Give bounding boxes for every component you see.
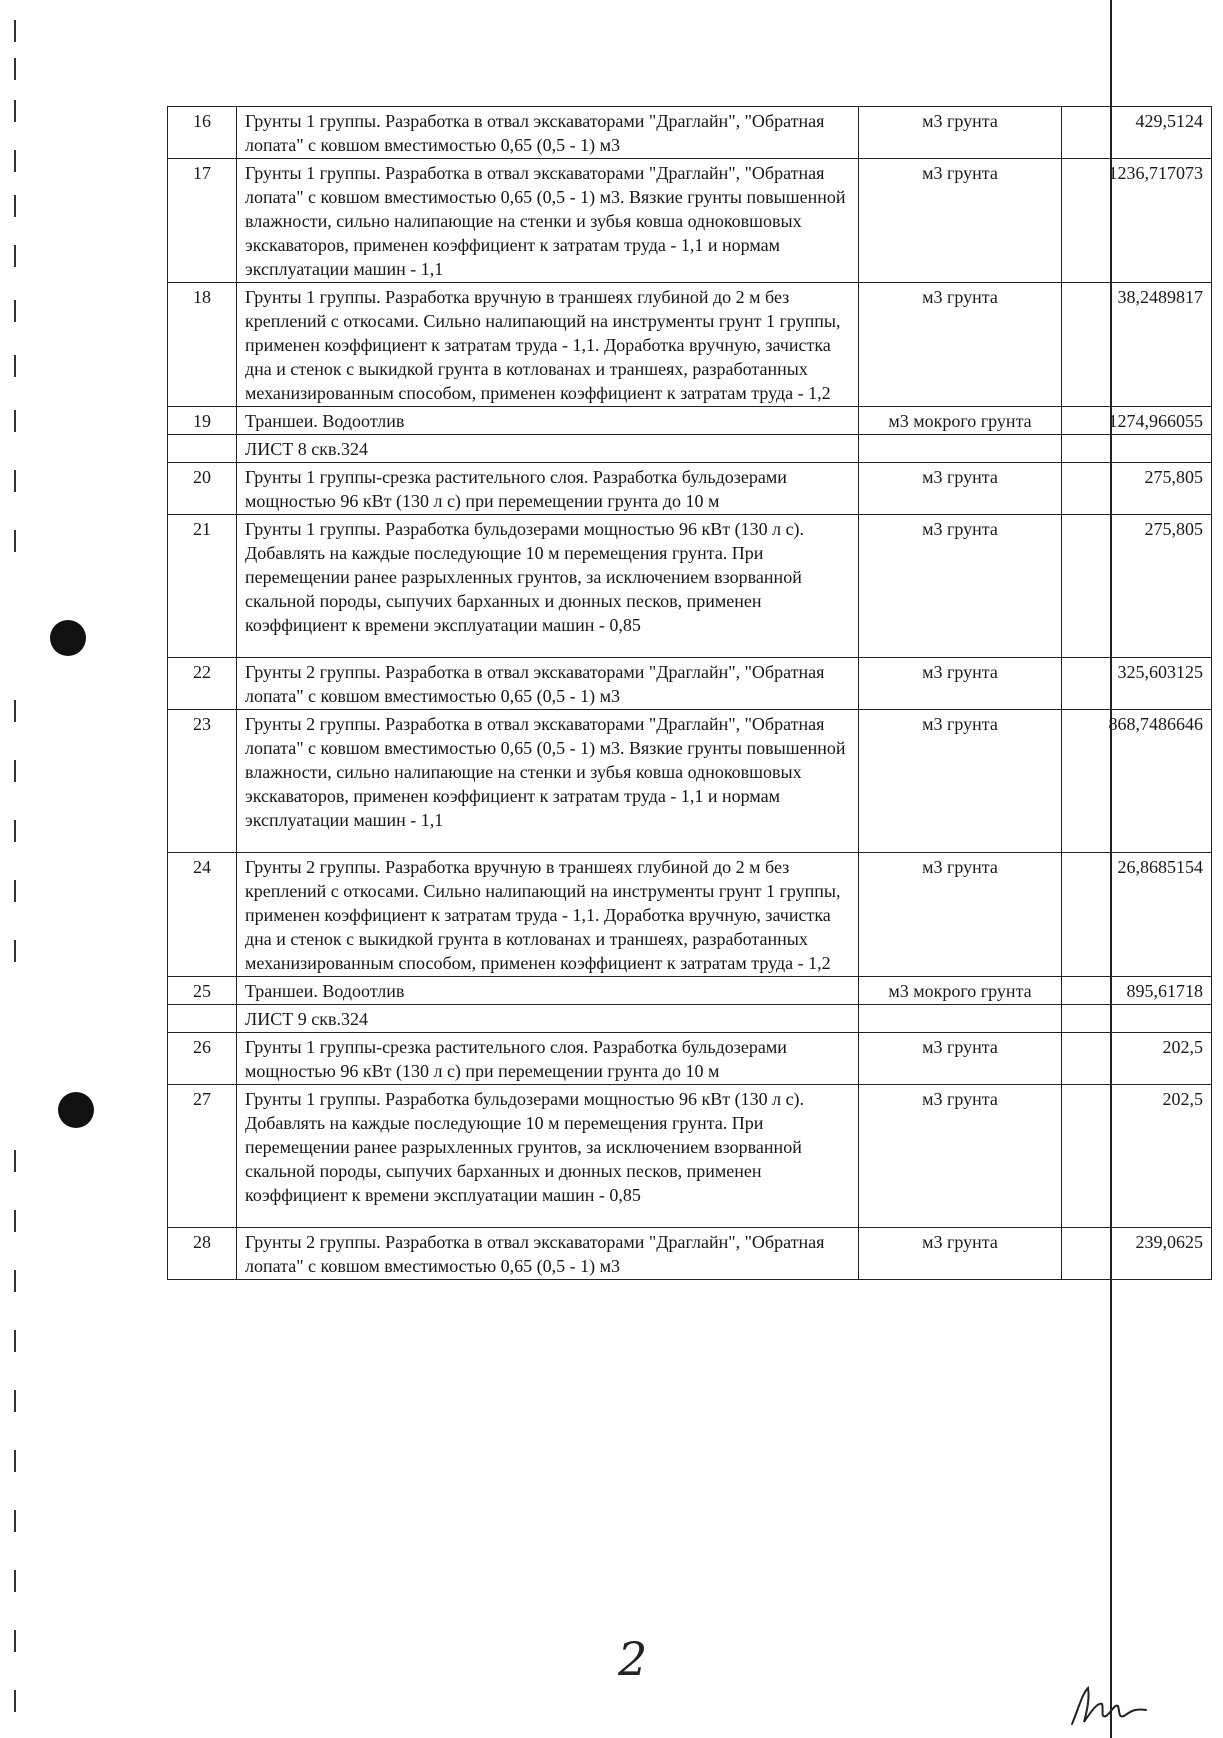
row-number: 27 xyxy=(168,1085,237,1228)
table-row xyxy=(168,710,1212,853)
margin-dash xyxy=(14,1270,16,1292)
work-description: Траншеи. Водоотлив xyxy=(237,977,859,1005)
margin-dash xyxy=(14,58,16,80)
work-description: Грунты 1 группы-срезка растительного слоя. Разработка бульдозерами мощностью 96 кВт (130 л с) при перемещении грунта до 10 м xyxy=(237,463,859,515)
margin-dash xyxy=(14,1330,16,1352)
row-number: 23 xyxy=(168,710,237,853)
margin-dash xyxy=(14,700,16,722)
margin-dash xyxy=(14,1390,16,1412)
sheet-heading: ЛИСТ 8 скв.324 xyxy=(237,435,859,463)
row-number: 26 xyxy=(168,1033,237,1085)
unit-of-measure: м3 грунта xyxy=(859,1228,1062,1280)
table-row xyxy=(168,1228,1212,1280)
work-description: Грунты 2 группы. Разработка вручную в траншеях глубиной до 2 м без креплений с откосами. Сильно налипающий на инструменты грунт 1 группы, применен коэффициент к затратам труда - 1,1. Доработка вручную, зачистка дна и стенок с выкидкой грунта в котлованах и траншеях, разработанных механизированным способом, применен коэффициент к затратам труда - 1,2 xyxy=(237,853,859,977)
table-row xyxy=(168,407,1212,435)
unit-of-measure: м3 грунта xyxy=(859,853,1062,977)
quantity: 1274,966055 xyxy=(1062,407,1212,435)
margin-dash xyxy=(14,1450,16,1472)
table-row xyxy=(168,159,1212,283)
sheet-header-row xyxy=(168,1005,1212,1033)
margin-dash xyxy=(14,245,16,267)
row-number: 17 xyxy=(168,159,237,283)
margin-dash xyxy=(14,940,16,962)
unit-of-measure: м3 грунта xyxy=(859,710,1062,853)
handwritten-signature xyxy=(1068,1680,1148,1730)
work-description: Грунты 1 группы-срезка растительного слоя. Разработка бульдозерами мощностью 96 кВт (130 л с) при перемещении грунта до 10 м xyxy=(237,1033,859,1085)
table-row xyxy=(168,107,1212,159)
punch-hole xyxy=(50,620,86,656)
works-table-body xyxy=(168,107,1212,1280)
table-row xyxy=(168,1085,1212,1228)
row-number: 19 xyxy=(168,407,237,435)
quantity: 895,61718 xyxy=(1062,977,1212,1005)
sheet-heading: ЛИСТ 9 скв.324 xyxy=(237,1005,859,1033)
table-row xyxy=(168,515,1212,658)
unit-of-measure: м3 грунта xyxy=(859,1085,1062,1228)
table-row xyxy=(168,658,1212,710)
punch-hole xyxy=(58,1092,94,1128)
unit-of-measure: м3 грунта xyxy=(859,463,1062,515)
row-number: 24 xyxy=(168,853,237,977)
margin-dash xyxy=(14,820,16,842)
quantity: 868,7486646 xyxy=(1062,710,1212,853)
work-description: Грунты 2 группы. Разработка в отвал экскаваторами "Драглайн", "Обратная лопата" с ковшом вместимостью 0,65 (0,5 - 1) м3 xyxy=(237,1228,859,1280)
work-description: Траншеи. Водоотлив xyxy=(237,407,859,435)
quantity: 275,805 xyxy=(1062,515,1212,658)
table-row xyxy=(168,1033,1212,1085)
quantity: 38,2489817 xyxy=(1062,283,1212,407)
margin-dash xyxy=(14,150,16,172)
page-number: 2 xyxy=(618,1632,648,1686)
margin-dash xyxy=(14,1690,16,1712)
table-row xyxy=(168,463,1212,515)
margin-dash xyxy=(14,355,16,377)
quantity: 275,805 xyxy=(1062,463,1212,515)
row-number: 21 xyxy=(168,515,237,658)
margin-dash xyxy=(14,195,16,217)
unit-of-measure: м3 грунта xyxy=(859,1033,1062,1085)
work-description: Грунты 1 группы. Разработка в отвал экскаваторами "Драглайн", "Обратная лопата" с ковшом вместимостью 0,65 (0,5 - 1) м3. Вязкие грунты повышенной влажности, сильно налипающие на стенки и зубья ковша одноковшовых экскаваторов, применен коэффициент к затратам труда - 1,1 и нормам эксплуатации машин - 1,1 xyxy=(237,159,859,283)
unit-of-measure: м3 мокрого грунта xyxy=(859,977,1062,1005)
margin-dash xyxy=(14,470,16,492)
margin-dash xyxy=(14,1510,16,1532)
row-number: 28 xyxy=(168,1228,237,1280)
margin-dash xyxy=(14,300,16,322)
unit-of-measure: м3 грунта xyxy=(859,107,1062,159)
margin-dash xyxy=(14,880,16,902)
unit-empty xyxy=(859,1005,1062,1033)
unit-of-measure: м3 грунта xyxy=(859,159,1062,283)
margin-dash xyxy=(14,1210,16,1232)
margin-dash xyxy=(14,530,16,552)
sheet-header-row xyxy=(168,435,1212,463)
row-number: 16 xyxy=(168,107,237,159)
quantity-empty xyxy=(1062,435,1212,463)
margin-dash xyxy=(14,1630,16,1652)
quantity: 26,8685154 xyxy=(1062,853,1212,977)
unit-empty xyxy=(859,435,1062,463)
row-number-empty xyxy=(168,435,237,463)
quantity: 429,5124 xyxy=(1062,107,1212,159)
row-number: 25 xyxy=(168,977,237,1005)
row-number: 20 xyxy=(168,463,237,515)
quantity-empty xyxy=(1062,1005,1212,1033)
margin-dash xyxy=(14,1150,16,1172)
work-description: Грунты 2 группы. Разработка в отвал экскаваторами "Драглайн", "Обратная лопата" с ковшом вместимостью 0,65 (0,5 - 1) м3. Вязкие грунты повышенной влажности, сильно налипающие на стенки и зубья ковша одноковшовых экскаваторов, применен коэффициент к затратам труда - 1,1 и нормам эксплуатации машин - 1,1 xyxy=(237,710,859,853)
quantity: 239,0625 xyxy=(1062,1228,1212,1280)
row-number: 22 xyxy=(168,658,237,710)
margin-dash xyxy=(14,760,16,782)
quantity: 1236,717073 xyxy=(1062,159,1212,283)
work-description: Грунты 1 группы. Разработка в отвал экскаваторами "Драглайн", "Обратная лопата" с ковшом вместимостью 0,65 (0,5 - 1) м3 xyxy=(237,107,859,159)
unit-of-measure: м3 грунта xyxy=(859,283,1062,407)
quantity: 202,5 xyxy=(1062,1085,1212,1228)
table-row xyxy=(168,853,1212,977)
table-row xyxy=(168,283,1212,407)
row-number: 18 xyxy=(168,283,237,407)
margin-dash xyxy=(14,100,16,122)
margin-dash xyxy=(14,20,16,42)
unit-of-measure: м3 грунта xyxy=(859,515,1062,658)
work-description: Грунты 1 группы. Разработка бульдозерами мощностью 96 кВт (130 л с). Добавлять на каждые последующие 10 м перемещения грунта. При перемещении ранее разрыхленных грунтов, за исключением взорванной скальной породы, сыпучих барханных и дюнных песков, применен коэффициент к времени эксплуатации машин - 0,85 xyxy=(237,1085,859,1228)
quantity: 202,5 xyxy=(1062,1033,1212,1085)
unit-of-measure: м3 мокрого грунта xyxy=(859,407,1062,435)
row-number-empty xyxy=(168,1005,237,1033)
work-description: Грунты 1 группы. Разработка вручную в траншеях глубиной до 2 м без креплений с откосами. Сильно налипающий на инструменты грунт 1 группы, применен коэффициент к затратам труда - 1,1. Доработка вручную, зачистка дна и стенок с выкидкой грунта в котлованах и траншеях, разработанных механизированным способом, применен коэффициент к затратам труда - 1,2 xyxy=(237,283,859,407)
work-description: Грунты 2 группы. Разработка в отвал экскаваторами "Драглайн", "Обратная лопата" с ковшом вместимостью 0,65 (0,5 - 1) м3 xyxy=(237,658,859,710)
margin-dash xyxy=(14,410,16,432)
quantity: 325,603125 xyxy=(1062,658,1212,710)
works-table xyxy=(167,106,1212,1280)
work-description: Грунты 1 группы. Разработка бульдозерами мощностью 96 кВт (130 л с). Добавлять на каждые последующие 10 м перемещения грунта. При перемещении ранее разрыхленных грунтов, за исключением взорванной скальной породы, сыпучих барханных и дюнных песков, применен коэффициент к времени эксплуатации машин - 0,85 xyxy=(237,515,859,658)
margin-dash xyxy=(14,1570,16,1592)
unit-of-measure: м3 грунта xyxy=(859,658,1062,710)
table-row xyxy=(168,977,1212,1005)
